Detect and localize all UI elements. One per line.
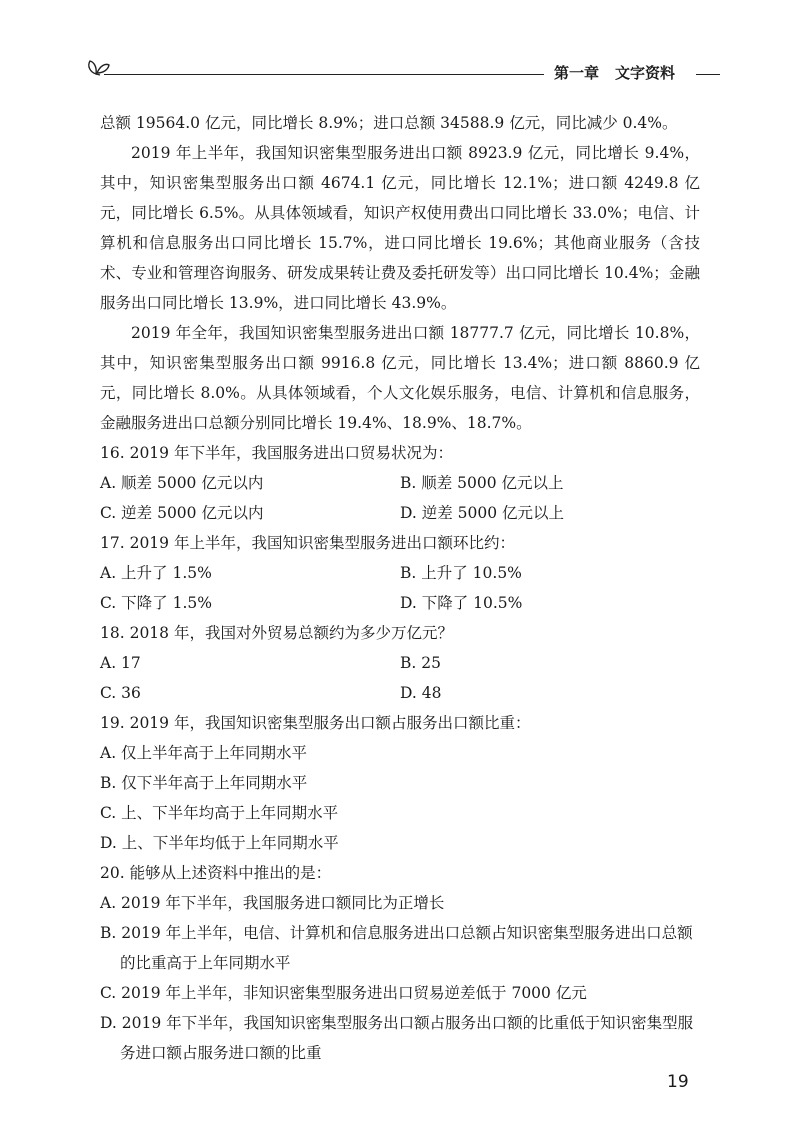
question-16 [100, 438, 700, 528]
option-c[interactable]: C. 逆差 5000 亿元以内 [100, 504, 264, 522]
option-b[interactable]: B. 2019 年上半年，电信、计算机和信息服务进出口总额占知识密集型服务进出口总额的比重高于上年同期水平 [100, 924, 693, 972]
option-d[interactable]: D. 上、下半年均低于上年同期水平 [100, 834, 339, 852]
question-19 [100, 708, 700, 858]
page-number: 19 [667, 1072, 689, 1092]
page-header [84, 52, 720, 88]
question-20 [100, 858, 700, 1068]
chapter-label: 第一章 [554, 64, 600, 82]
leaf-ornament-icon [84, 52, 112, 82]
question-stem: 18. 2018 年，我国对外贸易总额约为多少万亿元？ [100, 624, 453, 642]
option-c[interactable]: C. 上、下半年均高于上年同期水平 [100, 804, 339, 822]
option-c[interactable]: C. 下降了 1.5% [100, 594, 212, 612]
option-b[interactable]: B. 25 [400, 654, 441, 672]
paragraph-continued: 总额 19564.0 亿元，同比增长 8.9%；进口总额 34588.9 亿元，同比减少 0.4%。 [100, 114, 678, 132]
paragraph-h1-2019: 2019 年上半年，我国知识密集型服务进出口额 8923.9 亿元，同比增长 9.4%，其中，知识密集型服务出口额 4674.1 亿元，同比增长 12.1%；进口额 4249.8 亿元，同比增长 6.5%。从具体领域看，知识产权使用费出口同比增长 33.0%；电信、计算机和信息服务出口同比增长 15.7%，进口同比增长 19.6%；其他商业服务（含技术、专业和管理咨询服务、研发成果转让费及委托研发等）出口同比增长 10.4%；金融服务出口同比增长 13.9%，进口同比增长 43.9%。 [100, 144, 700, 312]
chapter-title [554, 62, 675, 83]
option-a[interactable]: A. 2019 年下半年，我国服务进口额同比为正增长 [100, 894, 445, 912]
question-stem: 19. 2019 年，我国知识密集型服务出口额占服务出口额比重： [100, 714, 531, 732]
question-stem: 16. 2019 年下半年，我国服务进出口贸易状况为： [100, 444, 453, 462]
header-rule-left [104, 74, 544, 75]
option-d[interactable]: D. 下降了 10.5% [400, 594, 523, 612]
option-a[interactable]: A. 仅上半年高于上年同期水平 [100, 744, 308, 762]
option-b[interactable]: B. 顺差 5000 亿元以上 [400, 474, 564, 492]
section-label: 文字资料 [615, 64, 676, 82]
question-stem: 20. 能够从上述资料中推出的是： [100, 864, 332, 882]
option-a[interactable]: A. 顺差 5000 亿元以内 [100, 474, 264, 492]
option-d[interactable]: D. 逆差 5000 亿元以上 [400, 504, 565, 522]
option-c[interactable]: C. 2019 年上半年，非知识密集型服务进出口贸易逆差低于 7000 亿元 [100, 984, 587, 1002]
question-stem: 17. 2019 年上半年，我国知识密集型服务进出口额环比约： [100, 534, 515, 552]
option-a[interactable]: A. 上升了 1.5% [100, 564, 212, 582]
paragraph-full-2019: 2019 年全年，我国知识密集型服务进出口额 18777.7 亿元，同比增长 10.8%，其中，知识密集型服务出口额 9916.8 亿元，同比增长 13.4%；进口额 8860.9 亿元，同比增长 8.0%。从具体领域看，个人文化娱乐服务，电信、计算机和信息服务，金融服务进出口总额分别同比增长 19.4%、18.9%、18.7%。 [100, 324, 700, 432]
page-content [100, 108, 700, 1068]
option-b[interactable]: B. 仅下半年高于上年同期水平 [100, 774, 308, 792]
option-c[interactable]: C. 36 [100, 684, 141, 702]
option-d[interactable]: D. 48 [400, 684, 442, 702]
option-b[interactable]: B. 上升了 10.5% [400, 564, 522, 582]
option-a[interactable]: A. 17 [100, 654, 141, 672]
header-rule-right [696, 74, 720, 75]
question-18 [100, 618, 700, 708]
option-d[interactable]: D. 2019 年下半年，我国知识密集型服务出口额占服务出口额的比重低于知识密集型服务进口额占服务进口额的比重 [100, 1014, 694, 1062]
question-17 [100, 528, 700, 618]
